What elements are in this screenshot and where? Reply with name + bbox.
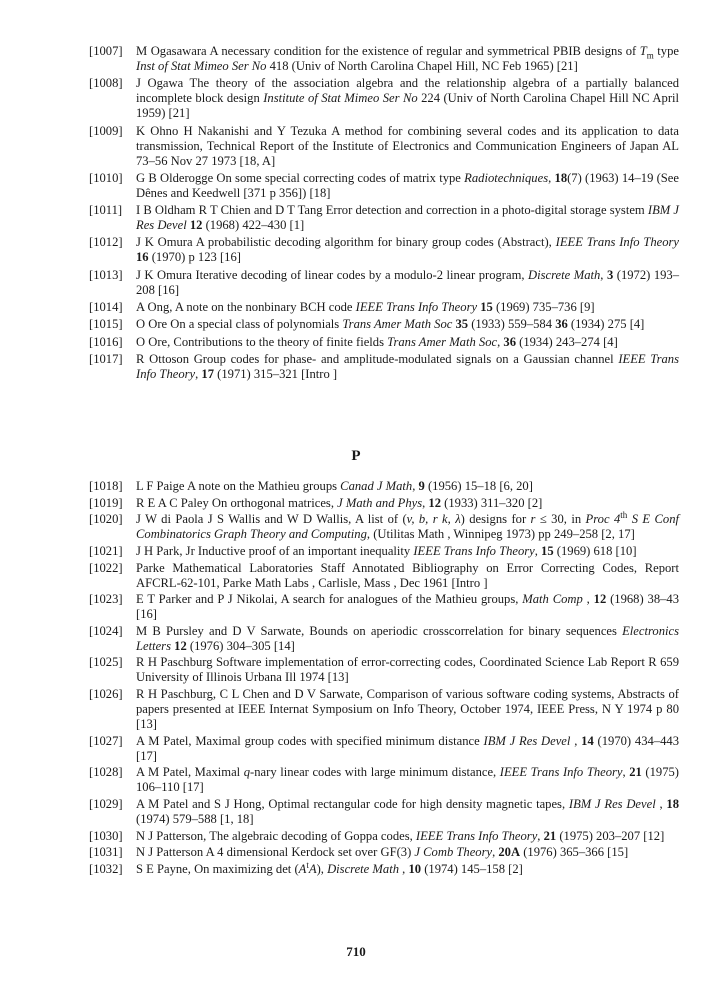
reference-text [136, 544, 637, 558]
reference-text-segment: J Comb Theory [414, 845, 493, 860]
reference-text [136, 235, 679, 264]
reference-text-segment: , [582, 592, 594, 607]
section-letter-heading: P [351, 448, 361, 464]
reference-text-segment: 418 (Univ of North Carolina Chapel Hill, NC Feb 1965) [21] [266, 59, 578, 73]
reference-text-segment: (1968) 422–430 [1] [202, 218, 305, 233]
reference-text-segment: Electronics Letters [136, 623, 679, 653]
reference-number: [1031] [89, 845, 123, 860]
reference-text-segment: (1975) 203–207 [12] [556, 828, 665, 843]
reference-text-segment: Proc 4 [585, 512, 621, 527]
reference-number: [1028] [89, 765, 123, 780]
reference-text-segment: (1956) 15–18 [6, 20] [424, 479, 533, 493]
reference-text-segment: A [298, 861, 307, 876]
reference-text-segment: , [492, 845, 499, 860]
reference-text-segment: , [537, 828, 544, 843]
reference-text-segment: A M Patel, Maximal [136, 765, 244, 780]
reference-text-segment: O Ore On a special class of polynomials [136, 317, 343, 332]
reference-text-segment: R Ottoson Group codes for phase- and amplitude-modulated signals on a Gaussian channel [136, 351, 619, 366]
reference-number: [1014] [89, 300, 123, 315]
reference-text-segment: 21 [543, 828, 557, 843]
reference-number: [1032] [89, 861, 123, 876]
reference-number: [1015] [89, 317, 123, 332]
reference-text-segment: IBM J Res Devel [483, 733, 571, 748]
reference-text [136, 44, 679, 73]
reference-text-segment: 36 [555, 317, 568, 332]
reference-text [136, 797, 679, 826]
reference-text-segment: Math Comp [522, 592, 583, 607]
reference-entry [89, 352, 679, 382]
reference-text-segment: J K Omura A probabilistic decoding algorithm for binary group codes (Abstract), [136, 235, 556, 250]
page-number: 710 [346, 944, 366, 959]
reference-entry [89, 479, 679, 494]
reference-entry [89, 624, 679, 654]
reference-text-segment: (1974) 145–158 [2] [421, 861, 523, 876]
reference-text-segment: q [243, 765, 251, 780]
reference-text-segment: Canad J Math [340, 479, 413, 493]
reference-text-segment: (1933) 311–320 [2] [441, 495, 543, 510]
reference-text-segment: Trans Amer Math Soc [387, 334, 498, 349]
reference-entry [89, 544, 679, 559]
reference-text-segment: IEEE Trans Info Theory [499, 765, 623, 780]
reference-text-segment: Parke Mathematical Laboratories Staff Annotated Bibliography on Error Correcting Codes, Report AFCRL-62-101, Parke Math Labs , Carlisle, Mass , Dec 1961 [Intro ] [136, 560, 679, 590]
reference-text-segment: M Ogasawara A necessary condition for the existence of regular and symmetrical PBIB designs of [136, 44, 640, 58]
reference-text [136, 624, 679, 653]
reference-text-segment: (1934) 275 [4] [567, 317, 645, 332]
reference-text-segment: 20A [498, 845, 521, 860]
reference-text-segment: A [308, 861, 317, 876]
reference-number: [1011] [89, 203, 123, 218]
reference-number: [1023] [89, 592, 123, 607]
reference-text [136, 300, 595, 314]
reference-text [136, 561, 679, 590]
reference-text-segment: (1933) 559–584 [468, 317, 556, 332]
reference-text-segment: , [399, 861, 409, 876]
reference-text-segment: A Ong, A note on the nonbinary BCH code [136, 300, 356, 315]
reference-text [136, 687, 679, 731]
reference-text-segment: , [422, 495, 429, 510]
reference-entry [89, 76, 679, 121]
reference-text-segment: I B Oldham R T Chien and D T Tang Error detection and correction in a photo-digital storage system [136, 203, 648, 218]
reference-text-segment: ), [316, 861, 328, 876]
reference-text-segment: J K Omura Iterative decoding of linear codes by a modulo-2 linear program, [136, 267, 529, 282]
reference-text-segment: Discrete Math [528, 267, 601, 282]
reference-number: [1019] [89, 495, 123, 510]
reference-text-segment: 12 [593, 592, 607, 607]
reference-text-segment: 35 [455, 317, 469, 332]
reference-text-segment: 36 [503, 334, 516, 349]
reference-number: [1010] [89, 170, 123, 185]
reference-text-segment: 12 [428, 495, 442, 510]
reference-text-segment: 18 [666, 797, 679, 812]
reference-text-segment: , (Utilitas Math , Winnipeg 1973) pp 249–258 [2, 17] [366, 527, 635, 542]
reference-number: [1007] [89, 44, 123, 58]
reference-text-segment: 14 [581, 733, 594, 748]
reference-text-segment: v, b, r k, λ [406, 512, 461, 527]
reference-text-segment: IEEE Trans Info Theory [413, 543, 535, 558]
reference-entry [89, 561, 679, 591]
reference-entry [89, 203, 679, 233]
reference-text [136, 203, 679, 232]
reference-number: [1016] [89, 334, 123, 349]
reference-text-segment: 12 [174, 638, 187, 653]
reference-entry [89, 268, 679, 298]
reference-text-segment: Radiotechniques [464, 170, 549, 185]
reference-text-segment: R H Paschburg Software implementation of error-correcting codes, Coordinated Science Lab Report R 659 University of Illinois Urbana Ill 1974 [13] [136, 655, 679, 685]
reference-text-segment: Inst of Stat Mimeo Ser No [136, 59, 267, 73]
reference-text [136, 76, 679, 120]
reference-entry [89, 235, 679, 265]
reference-text-segment: r [530, 512, 536, 527]
reference-list-p [89, 479, 679, 879]
reference-number: [1030] [89, 828, 123, 843]
reference-text-segment: O Ore, Contributions to the theory of finite fields [136, 334, 388, 349]
reference-entry [89, 171, 679, 201]
reference-text-segment: (7) (1963) 14–19 (See Dênes and Keedwell [371 p 356]) [18] [136, 170, 679, 200]
reference-text-segment: (1970) 434–443 [17] [136, 733, 679, 763]
reference-text-segment: IBM J Res Devel [568, 797, 656, 812]
reference-text-segment: G B Olderogge On some special correcting codes of matrix type [136, 170, 465, 185]
reference-text-segment: A M Patel, Maximal group codes with specified minimum distance [136, 733, 484, 748]
reference-entry [89, 512, 679, 542]
reference-text-segment: 17 [201, 366, 215, 381]
reference-number: [1022] [89, 560, 123, 575]
reference-entry [89, 124, 679, 169]
reference-entry [89, 496, 679, 511]
reference-number: [1024] [89, 623, 123, 638]
reference-entry [89, 300, 679, 315]
reference-text-segment: IEEE Trans Info Theory [355, 300, 478, 315]
reference-entry [89, 797, 679, 827]
reference-text-segment: (1970) p 123 [16] [148, 250, 241, 265]
reference-number: [1017] [89, 351, 123, 366]
reference-number: [1025] [89, 655, 123, 670]
reference-text-segment: (1972) 193–208 [16] [136, 267, 680, 297]
reference-text [136, 845, 628, 859]
reference-text-segment: 224 (Univ of North Carolina Chapel Hill NC April 1959) [21] [136, 91, 680, 121]
reference-entry [89, 335, 679, 350]
reference-text-segment: , [497, 334, 504, 349]
reference-text-segment: IEEE Trans Info Theory [415, 828, 538, 843]
reference-number: [1018] [89, 479, 123, 493]
reference-entry [89, 859, 679, 877]
reference-text [136, 734, 679, 763]
reference-number: [1009] [89, 123, 123, 138]
reference-text-segment: (1969) 618 [10] [553, 543, 637, 558]
reference-text-segment: Discrete Math [327, 861, 400, 876]
reference-entry [89, 317, 679, 332]
reference-text-segment: , [570, 733, 582, 748]
reference-text-segment: (1968) 38–43 [16] [136, 592, 680, 622]
reference-text-segment: (1975) 106–110 [17] [136, 765, 679, 795]
reference-text-segment: , [534, 543, 542, 558]
reference-number: [1027] [89, 733, 123, 748]
reference-number: [1020] [89, 512, 123, 527]
reference-text [136, 268, 679, 297]
reference-entry [89, 592, 679, 622]
reference-text-segment: 3 [606, 267, 614, 282]
reference-text [136, 171, 679, 200]
reference-text [136, 512, 679, 541]
reference-entry [89, 44, 679, 74]
reference-text-segment: , [655, 797, 667, 812]
reference-text-segment: J Math and Phys [337, 495, 423, 510]
reference-text-segment: IEEE Trans Info Theory [555, 235, 680, 250]
reference-entry [89, 765, 679, 795]
reference-text-segment: , [195, 366, 202, 381]
reference-text-segment: , [412, 479, 419, 493]
reference-text-segment: (1976) 365–366 [15] [520, 845, 629, 860]
reference-text [136, 859, 523, 876]
reference-text-segment: Institute of Stat Mimeo Ser No [263, 91, 418, 106]
reference-text [136, 352, 679, 381]
reference-text-segment: T [639, 44, 647, 58]
reference-text-segment: S E Conf Combinatorics Graph Theory and Computing [136, 512, 680, 542]
reference-text-segment: N J Patterson A 4 dimensional Kerdock set over GF(3) [136, 845, 415, 860]
reference-text-segment: , [600, 267, 607, 282]
reference-number: [1008] [89, 76, 123, 91]
reference-number: [1012] [89, 235, 123, 250]
reference-text-segment: m [646, 50, 654, 61]
reference-text-segment: 12 [189, 218, 203, 233]
reference-text-segment: 16 [136, 250, 149, 265]
reference-text-segment: ≤ 30, in [535, 512, 586, 527]
reference-number: [1013] [89, 267, 123, 282]
reference-text-segment: 15 [480, 300, 493, 315]
reference-text-segment: Trans Amer Math Soc [342, 317, 453, 332]
reference-text-segment: R E A C Paley On orthogonal matrices, [136, 495, 338, 510]
reference-number: [1026] [89, 687, 123, 702]
reference-text-segment: 21 [629, 765, 642, 780]
reference-text-segment: N J Patterson, The algebraic decoding of Goppa codes, [136, 828, 416, 843]
reference-text [136, 592, 679, 621]
reference-text-segment: th [620, 510, 628, 521]
reference-text-segment: E T Parker and P J Nikolai, A search for analogues of the Mathieu groups, [136, 592, 523, 607]
reference-entry [89, 655, 679, 685]
reference-entry [89, 845, 679, 860]
reference-text-segment: L F Paige A note on the Mathieu groups [136, 479, 341, 493]
reference-text [136, 335, 618, 349]
reference-text-segment: R H Paschburg, C L Chen and D V Sarwate, Comparison of various software coding systems, Abstracts of papers presented at IEEE Internat Symposium on Info Theory, October 1974, IEEE Press, N Y 1974 p 80 [13] [136, 687, 679, 732]
reference-text-segment: 18 [554, 170, 568, 185]
reference-text-segment: -nary linear codes with large minimum distance, [250, 765, 500, 780]
reference-text-segment: J Ogawa The theory of the association algebra and the relationship algebra of a partially balanced incomplete block design [136, 76, 679, 106]
reference-text-segment: A M Patel and S J Hong, Optimal rectangular code for high density magnetic tapes, [136, 797, 569, 812]
reference-text-segment: IBM J Res Devel [136, 203, 679, 233]
reference-text-segment: , [548, 170, 555, 185]
reference-list-o [89, 44, 679, 384]
reference-text [136, 496, 542, 510]
reference-text-segment: (1934) 243–274 [4] [516, 334, 618, 349]
reference-number: [1021] [89, 543, 123, 558]
reference-text [136, 124, 679, 168]
reference-text [136, 479, 533, 493]
reference-text [136, 317, 644, 331]
reference-text-segment: S E Payne, On maximizing det ( [136, 861, 299, 876]
reference-text-segment: IEEE Trans Info Theory [136, 351, 679, 381]
reference-text [136, 829, 664, 843]
reference-text [136, 655, 679, 684]
reference-text-segment: M B Pursley and D V Sarwate, Bounds on aperiodic crosscorrelation for binary sequences [136, 623, 623, 638]
reference-text-segment: (1974) 579–588 [1, 18] [136, 812, 254, 827]
reference-text-segment: t [306, 859, 309, 870]
reference-text [136, 765, 679, 794]
reference-number: [1029] [89, 797, 123, 812]
reference-entry [89, 687, 679, 732]
reference-text-segment: 15 [541, 543, 554, 558]
reference-entry [89, 734, 679, 764]
reference-text-segment: 10 [408, 861, 422, 876]
reference-text-segment: (1976) 304–305 [14] [186, 638, 295, 653]
reference-text-segment: 9 [418, 479, 425, 493]
reference-text-segment: (1971) 315–321 [Intro ] [214, 366, 338, 381]
reference-text-segment: J W di Paola J S Wallis and W D Wallis, A list of ( [136, 512, 407, 527]
reference-text-segment: ) designs for [460, 512, 531, 527]
reference-text-segment: , [622, 765, 630, 780]
reference-text-segment: type [653, 44, 679, 58]
reference-text-segment: J H Park, Jr Inductive proof of an important inequality [136, 543, 414, 558]
reference-text-segment: (1969) 735–736 [9] [492, 300, 595, 315]
reference-entry [89, 829, 679, 844]
reference-text-segment: K Ohno H Nakanishi and Y Tezuka A method for combining several codes and its application to data transmission, Technical Report of the Institute of Electronics and Communication Engineers of Japan AL 73–56 Nov 27 1973 [18, A] [136, 123, 679, 168]
